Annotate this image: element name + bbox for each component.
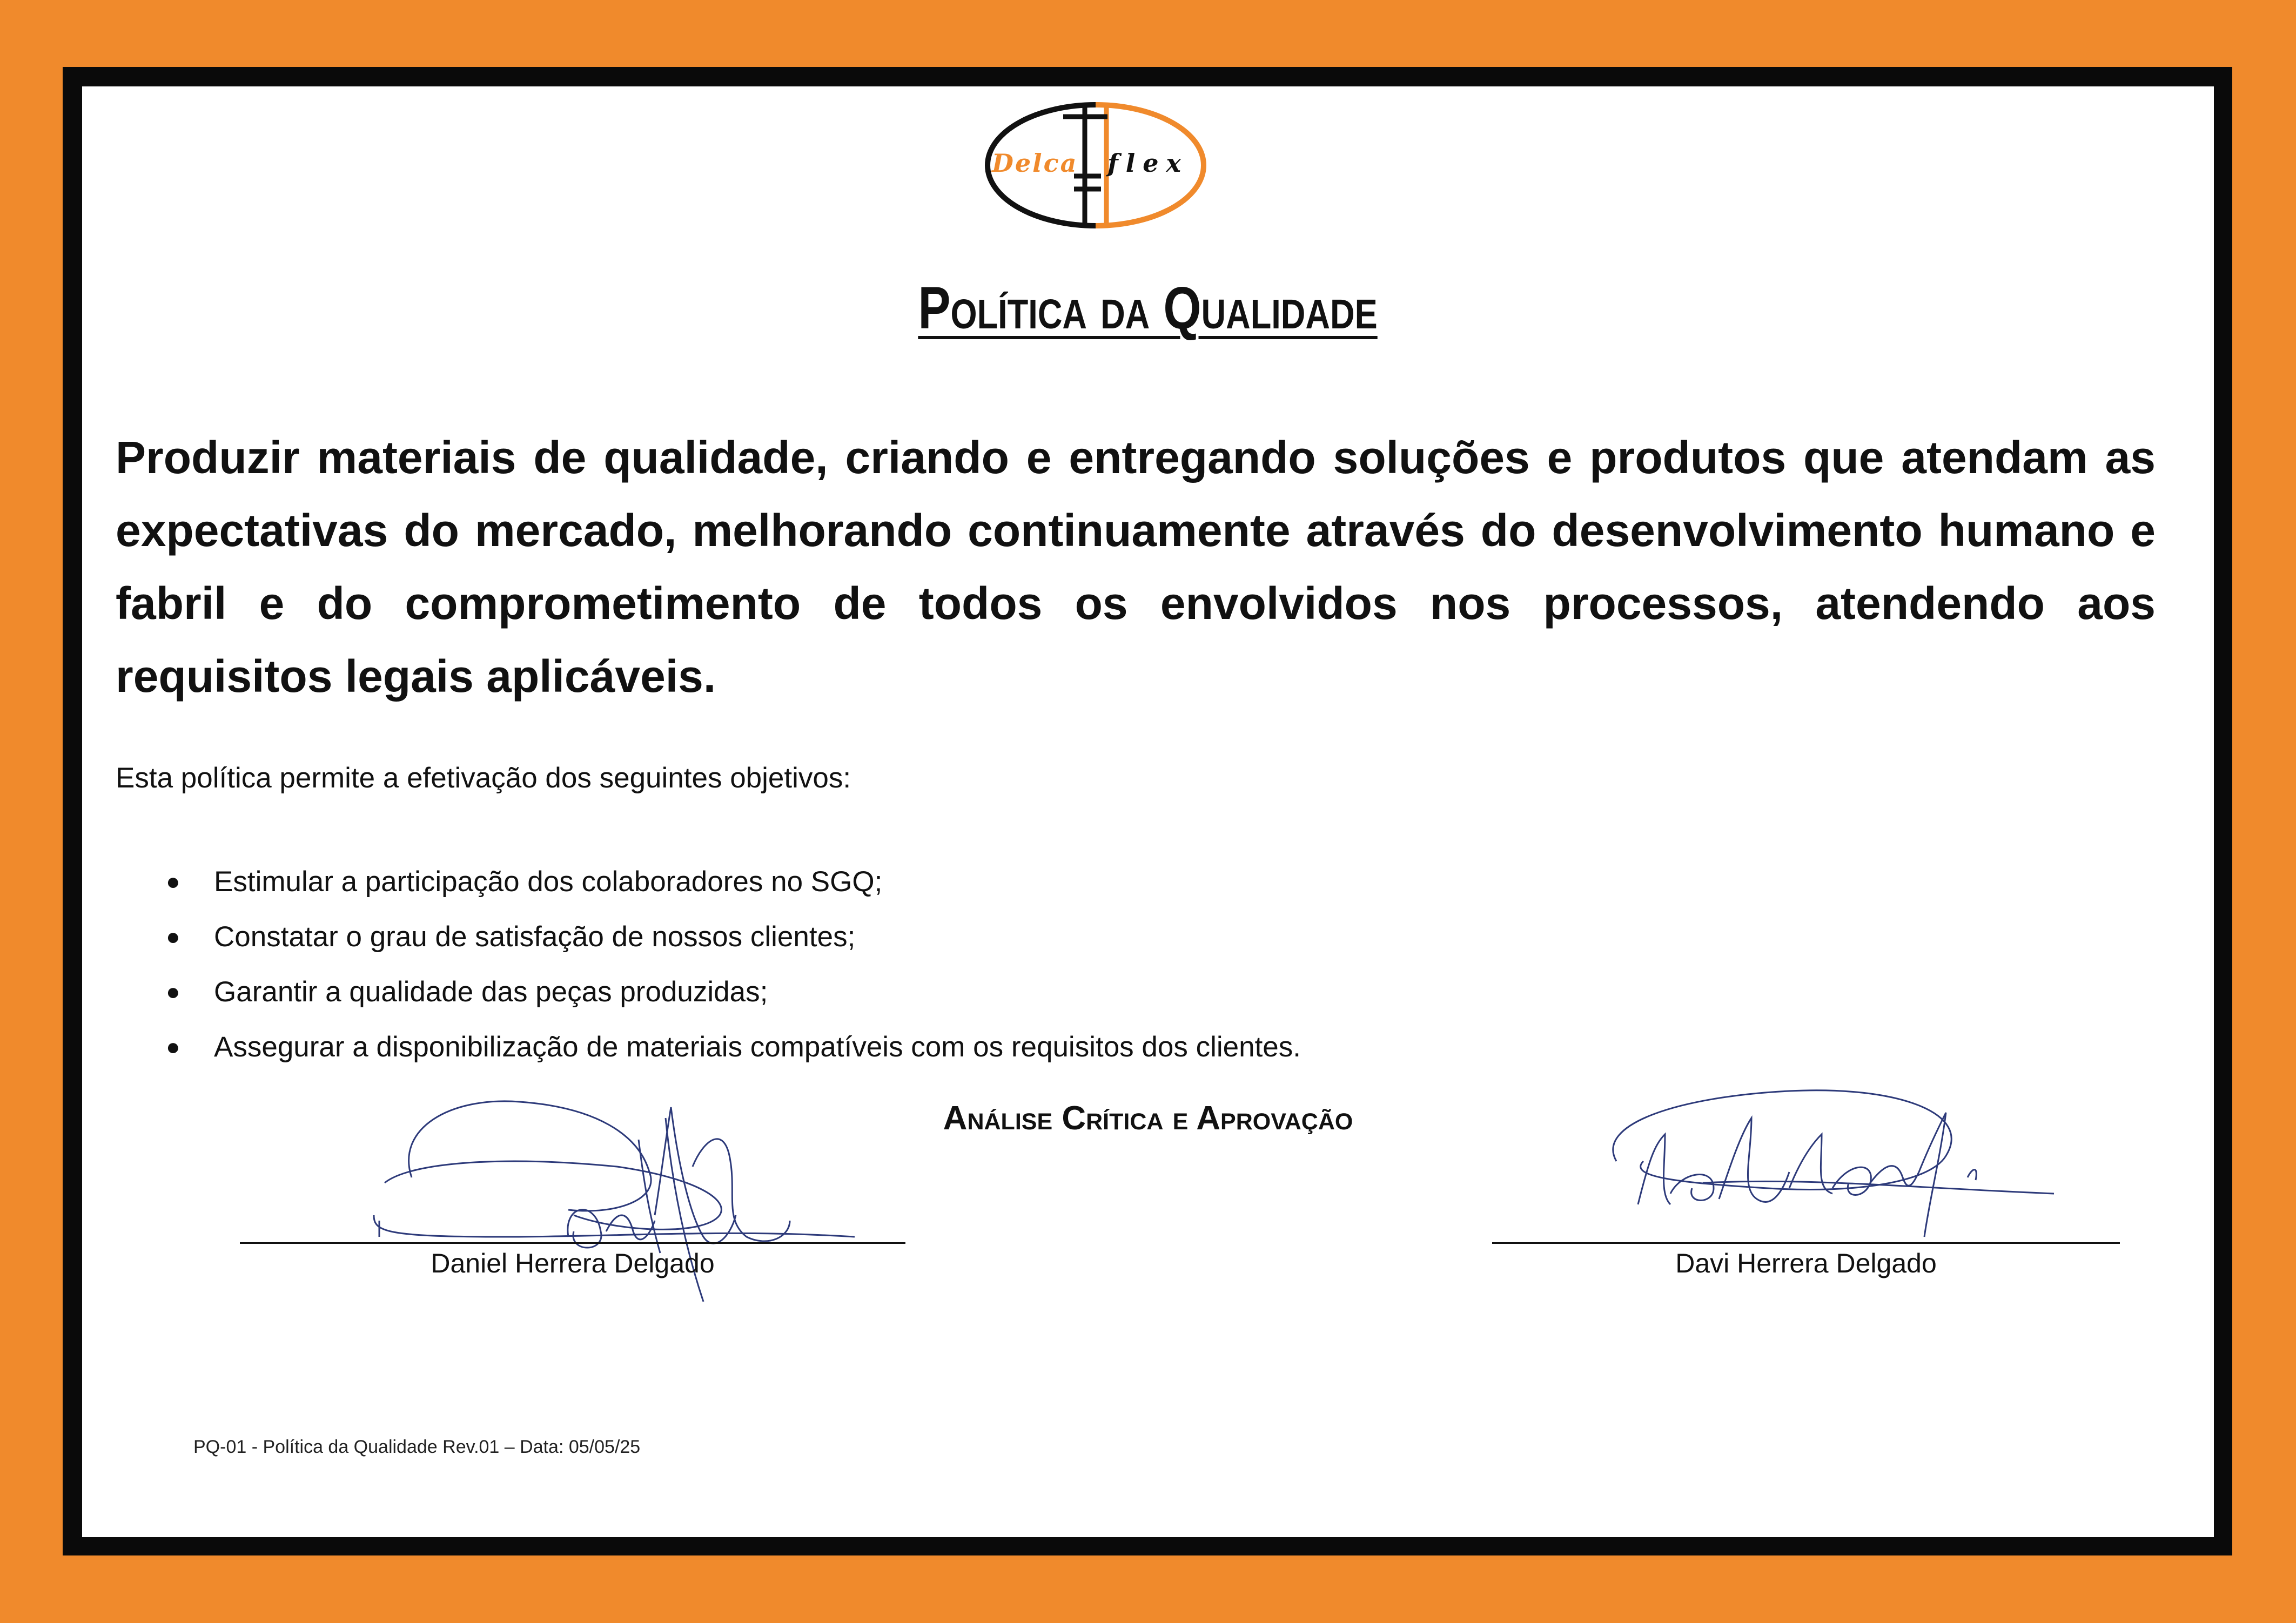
objective-text: Garantir a qualidade das peças produzidas;	[214, 976, 768, 1008]
objective-text: Constatar o grau de satisfação de nossos clientes;	[214, 921, 856, 953]
page-title	[82, 275, 2214, 341]
signature-right	[1595, 1080, 2108, 1242]
list-item	[82, 1020, 1703, 1075]
list-item	[82, 965, 1703, 1020]
list-item	[82, 910, 1703, 965]
signature-line-left	[240, 1242, 905, 1244]
signatory-name-right: Davi Herrera Delgado	[1675, 1248, 1937, 1278]
logo-text-left: Delca	[992, 149, 1078, 178]
bullet-icon: ●	[166, 924, 180, 950]
signature-line-right	[1492, 1242, 2120, 1244]
mission-statement: Produzir materiais de qualidade, criando e entregando soluções e produtos que atendam as expectativas do mercado, melhorando continuamente através do desenvolvimento humano e fabril e do comprometimento de todos os envolvidos nos processos, atendendo aos requisitos legais aplicáveis.	[116, 432, 2156, 702]
logo-text-right: flex	[1107, 149, 1189, 178]
list-item	[82, 854, 1703, 910]
approval-heading: Análise Crítica e Aprovação	[943, 1100, 1353, 1137]
policy-page	[82, 86, 2214, 1537]
bullet-icon: ●	[166, 979, 180, 1005]
page-title-text: Política da Qualidade	[918, 275, 1378, 341]
bullet-icon: ●	[166, 868, 180, 895]
signatory-name-left: Daniel Herrera Delgado	[431, 1248, 715, 1278]
document-footer: PQ-01 - Política da Qualidade Rev.01 – Data: 05/05/25	[193, 1437, 641, 1457]
objective-text: Assegurar a disponibilização de materiais compatíveis com os requisitos dos clientes.	[214, 1031, 1301, 1063]
objectives-intro: Esta política permite a efetivação dos seguintes objetivos:	[116, 762, 851, 794]
bullet-icon: ●	[166, 1034, 180, 1060]
objective-text: Estimular a participação dos colaboradores no SGQ;	[214, 866, 883, 898]
delcaflex-logo	[982, 96, 1209, 233]
objectives-list	[82, 854, 1703, 1075]
